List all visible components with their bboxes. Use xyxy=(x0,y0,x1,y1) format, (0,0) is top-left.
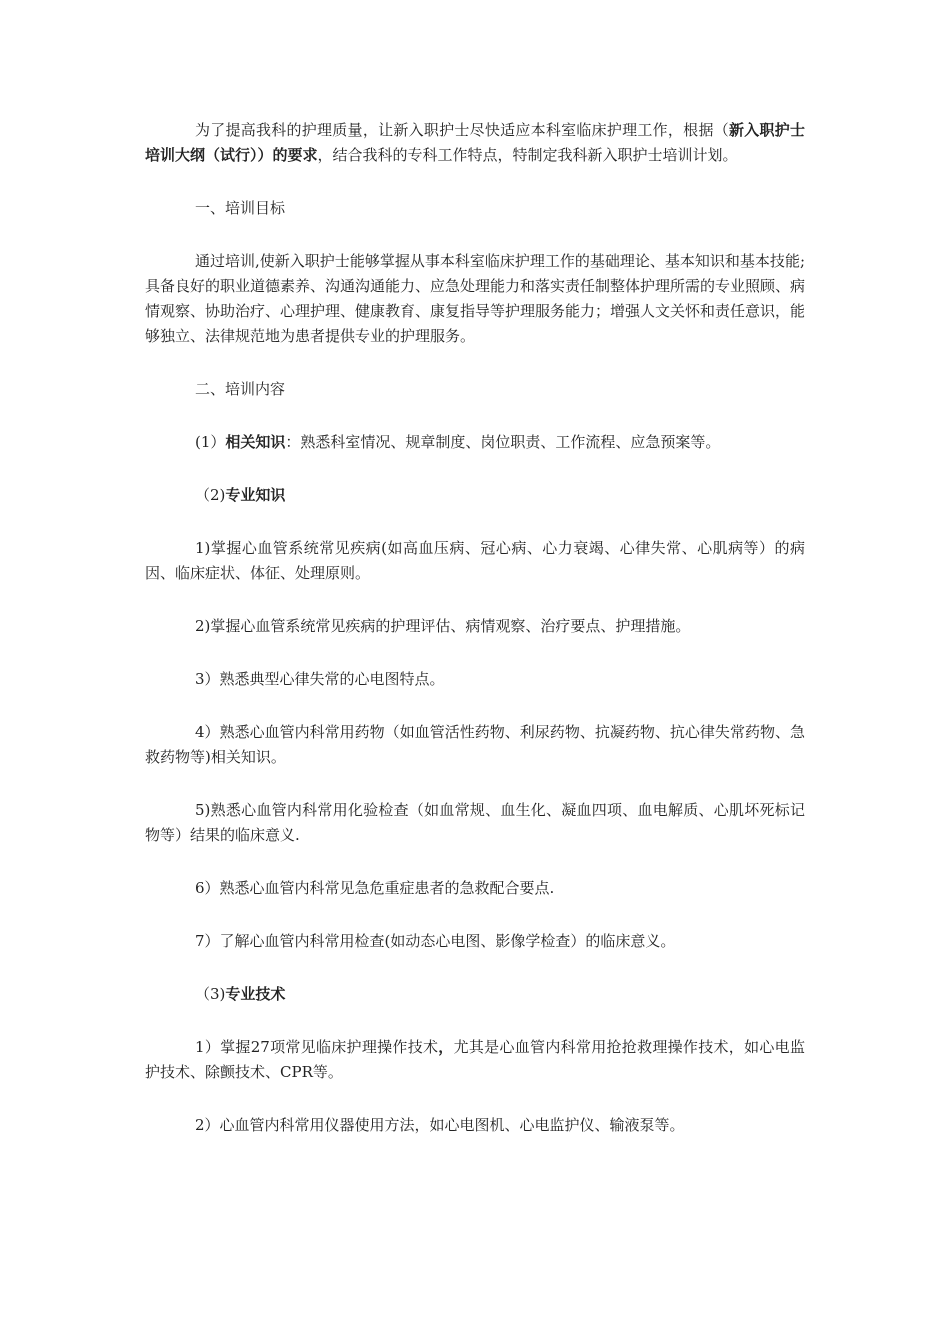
knowledge-point-5: 5)熟悉心血管内科常用化验检查（如血常规、血生化、凝血四项、血电解质、心肌坏死标记物等）结果的临床意义. xyxy=(145,801,805,844)
knowledge-point-2: 2)掌握心血管系统常见疾病的护理评估、病情观察、治疗要点、护理措施。 xyxy=(195,617,691,635)
technique-point-1-bold-comma: ， xyxy=(438,1038,454,1056)
intro-paragraph xyxy=(145,118,805,168)
intro-bold-reference: 新入职护士培训大纲（试行））的要求 xyxy=(145,121,805,164)
item-1-prefix: (1） xyxy=(195,433,226,451)
technique-point-1-text-a: 1）掌握27项常见临床护理操作技术 xyxy=(195,1038,439,1056)
knowledge-point-7: 7）了解心血管内科常用检查(如动态心电图、影像学检查）的临床意义。 xyxy=(195,932,676,950)
technique-point-1 xyxy=(145,1035,805,1085)
item-2-bold-label: 专业知识 xyxy=(225,486,286,504)
section-1-body: 通过培训,使新入职护士能够掌握从事本科室临床护理工作的基础理论、基本知识和基本技能;具备良好的职业道德素养、沟通沟通能力、应急处理能力和落实责任制整体护理所需的专业照顾、病情观察、协助治疗、心理护理、健康教育、康复指导等护理服务能力；增强人文关怀和责任意识，能够独立、法律规范地为患者提供专业的护理服务。 xyxy=(145,252,806,345)
knowledge-point-6: 6）熟悉心血管内科常见急危重症患者的急救配合要点. xyxy=(195,879,555,897)
item-1-related-knowledge xyxy=(145,430,805,455)
item-1-text: ：熟悉科室情况、规章制度、岗位职责、工作流程、应急预案等。 xyxy=(285,433,721,451)
section-2-heading: 二、培训内容 xyxy=(195,380,286,398)
technique-point-2: 2）心血管内科常用仪器使用方法，如心电图机、心电监护仪、输液泵等。 xyxy=(195,1116,685,1134)
knowledge-point-3: 3）熟悉典型心律失常的心电图特点。 xyxy=(195,670,445,688)
technique-point-1-text-b: 尤其是心血管内科常用抢抢救理操作技术，如心电监护技术、除颤技术、CPR等。 xyxy=(145,1038,805,1081)
document-body xyxy=(145,118,805,1138)
item-1-bold-label: 相关知识 xyxy=(225,433,286,451)
item-3-heading xyxy=(145,982,805,1007)
intro-text-1: 为了提高我科的护理质量，让新入职护士尽快适应本科室临床护理工作，根据（ xyxy=(195,121,729,139)
item-2-heading xyxy=(145,483,805,508)
item-2-prefix: （2) xyxy=(195,486,226,504)
knowledge-point-4: 4）熟悉心血管内科常用药物（如血管活性药物、利尿药物、抗凝药物、抗心律失常药物、急救药物等)相关知识。 xyxy=(145,723,805,766)
item-3-bold-label: 专业技术 xyxy=(225,985,286,1003)
knowledge-point-1: 1)掌握心血管系统常见疾病(如高血压病、冠心病、心力衰竭、心律失常、心肌病等）的病因、临床症状、体征、处理原则。 xyxy=(145,539,805,582)
section-1-heading: 一、培训目标 xyxy=(195,199,286,217)
item-3-prefix: （3) xyxy=(195,985,226,1003)
intro-text-2: ，结合我科的专科工作特点，特制定我科新入职护士培训计划。 xyxy=(317,146,738,164)
